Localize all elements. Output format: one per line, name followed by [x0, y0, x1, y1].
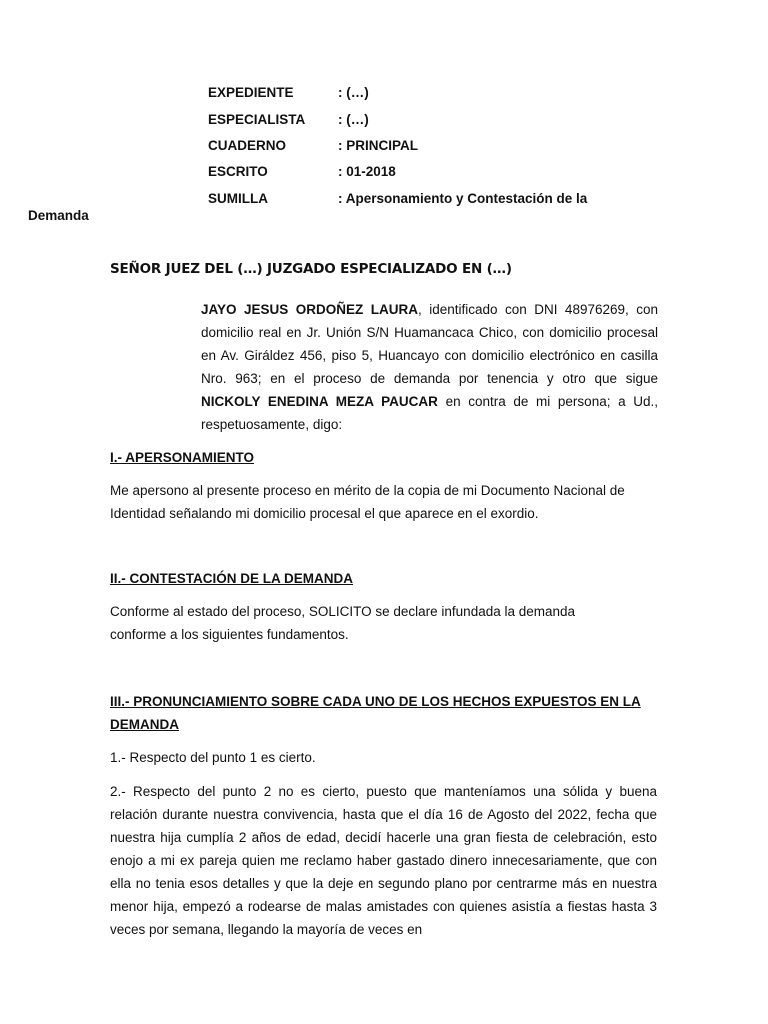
- header-value: : Apersonamiento y Contestación de la: [338, 191, 588, 206]
- section-3-heading: III.- PRONUNCIAMIENTO SOBRE CADA UNO DE LOS HECHOS EXPUESTOS EN LA DEMANDA: [110, 694, 641, 732]
- header-label: CUADERNO: [208, 138, 287, 153]
- section-1-heading: I.- APERSONAMIENTO: [110, 450, 255, 465]
- header-value: : (…): [338, 112, 369, 127]
- defendant-name: JAYO JESUS ORDOÑEZ LAURA: [201, 302, 418, 317]
- header-value: : PRINCIPAL: [338, 138, 418, 153]
- header-value: : (…): [338, 85, 369, 100]
- document-title: SEÑOR JUEZ DEL (…) JUZGADO ESPECIALIZADO EN (…): [110, 261, 512, 277]
- header-label: ESPECIALISTA: [208, 112, 306, 127]
- section-1-body: Me apersono al presente proceso en mérito de la copia de mi Documento Nacional de Identidad señalando mi domicilio procesal el que aparece en el exordio.: [110, 483, 625, 521]
- sumilla-continuation: Demanda: [28, 208, 89, 223]
- plaintiff-name: NICKOLY ENEDINA MEZA PAUCAR: [201, 394, 438, 409]
- header-value: : 01-2018: [338, 164, 396, 179]
- section-2-heading: II.- CONTESTACIÓN DE LA DEMANDA: [110, 571, 353, 586]
- intro-text-1: , identificado con DNI 48976269, con domicilio real en Jr. Unión S/N Huamancaca Chico, con domicilio procesal en Av. Giráldez 456, piso 5, Huancayo con domicilio electrónico en casilla Nro. 963; en el proceso de demanda por tenencia y otro que sigue: [201, 302, 658, 386]
- header-label: SUMILLA: [208, 191, 268, 206]
- header-label: ESCRITO: [208, 164, 268, 179]
- section-3-point-2: 2.- Respecto del punto 2 no es cierto, puesto que manteníamos una sólida y buena relación durante nuestra convivencia, hasta que el día 16 de Agosto del 2022, fecha que nuestra hija cumplía 2 años de edad, decidí hacerle una gran fiesta de celebración, esto enojo a mi ex pareja quien me reclamo haber gastado dinero innecesariamente, que con ella no tenia esos detalles y que la deje en segundo plano por centrarme más en nuestra menor hija, empezó a rodearse de malas amistades con quienes asistía a fiestas hasta 3 veces por semana, llegando la mayoría de veces en: [110, 784, 657, 937]
- intro-text-2: en contra de mi persona; a Ud., respetuosamente, digo:: [201, 394, 658, 432]
- header-label: EXPEDIENTE: [208, 85, 294, 100]
- intro-paragraph: [201, 298, 658, 436]
- section-3-point-1: 1.- Respecto del punto 1 es cierto.: [110, 750, 316, 765]
- section-2-body: Conforme al estado del proceso, SOLICITO se declare infundada la demanda conforme a los siguientes fundamentos.: [110, 604, 576, 642]
